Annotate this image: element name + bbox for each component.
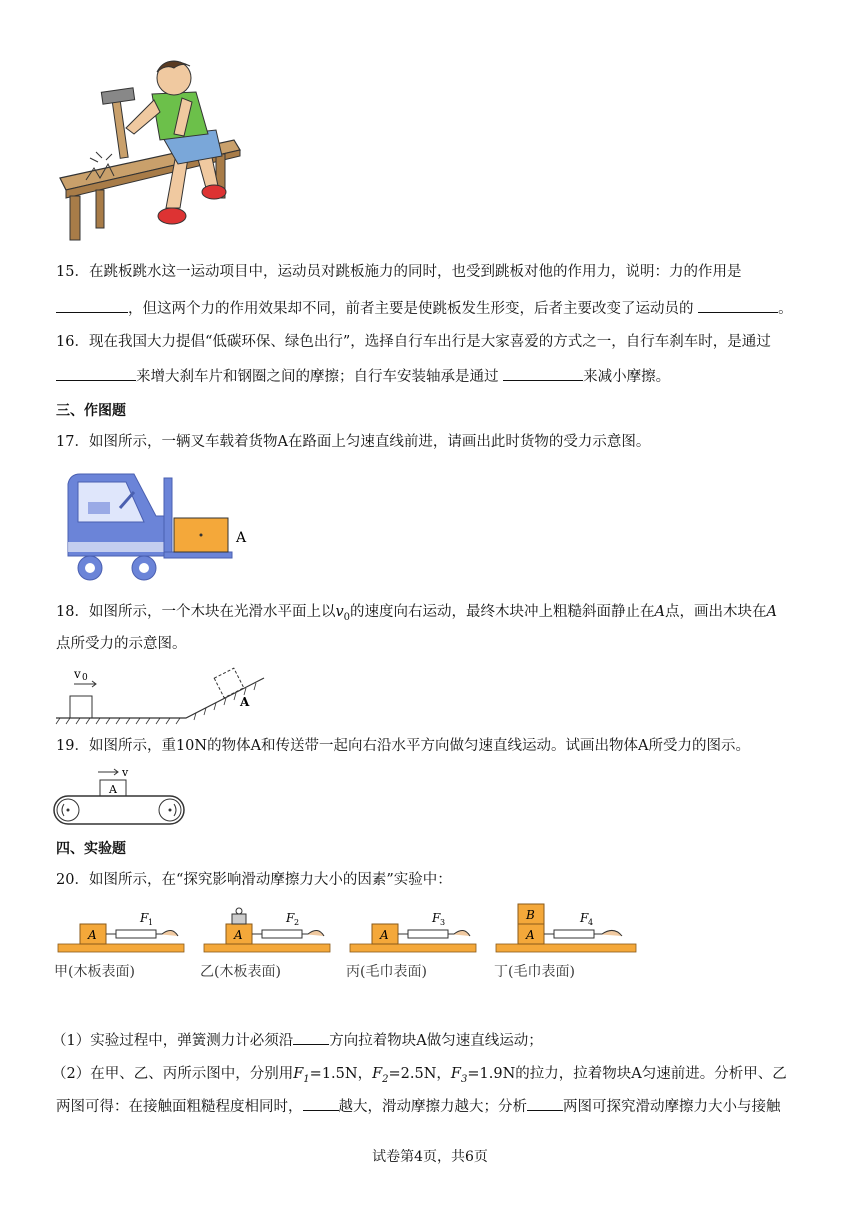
q15-line2: ，但这两个力的作用效果却不同，前者主要是使跳板发生形变，后者主要改变了运动员的 。 (56, 298, 793, 319)
svg-text:丙(毛巾表面): 丙(毛巾表面) (346, 964, 427, 980)
panel-bing (346, 911, 476, 980)
section-heading: 四、实验题 (56, 841, 126, 857)
svg-text:F: F (580, 911, 589, 925)
svg-text:3: 3 (440, 918, 446, 927)
panel-ding (494, 904, 636, 980)
svg-text:A: A (109, 783, 117, 796)
q18-line1: 18．如图所示，一个木块在光滑水平面上以$v_0$的速度向右运动，最终木块冲上粗糙斜面静止在A点，画出木块在A (56, 604, 777, 623)
forklift-figure (64, 470, 264, 585)
svg-text:v: v (122, 766, 129, 779)
answer-blank[interactable] (56, 298, 128, 313)
svg-text:4: 4 (588, 918, 594, 927)
q20-text: 20．如图所示，在“探究影响滑动摩擦力大小的因素”实验中： (56, 872, 452, 888)
svg-text:A: A (380, 928, 389, 942)
svg-text:乙(木板表面): 乙(木板表面) (200, 964, 281, 980)
q15-line1: 15．在跳板跳水这一运动项目中，运动员对跳板施力的同时，也受到跳板对他的作用力，说明：力的作用是 (56, 264, 742, 280)
answer-blank[interactable] (293, 1030, 329, 1045)
q17-text: 17．如图所示，一辆叉车载着货物A在路面上匀速直线前进，请画出此时货物的受力示意图。 (56, 434, 651, 450)
q20-part2: （2）在甲、乙、丙所示图中，分别用$F_1=1.5N$，$F_2=2.5N$，$F_3=1.9N$的拉力，拉着物块A匀速前进。分析甲、乙 (52, 1066, 787, 1085)
panel-yi (200, 908, 330, 980)
conveyor-figure (52, 764, 186, 828)
panel-jia (54, 911, 184, 980)
svg-text:v: v (74, 667, 81, 681)
svg-text:丁(毛巾表面): 丁(毛巾表面) (494, 964, 575, 980)
svg-text:F: F (432, 911, 441, 925)
page-footer: 试卷第4页，共6页 (372, 1149, 488, 1165)
answer-blank[interactable] (503, 366, 583, 381)
fig-label-a: A (236, 530, 247, 546)
q20-part1: （1）实验过程中，弹簧测力计必须沿 方向拉着物块A做匀速直线运动； (52, 1030, 543, 1051)
answer-blank[interactable] (527, 1096, 563, 1111)
svg-text:0: 0 (82, 673, 88, 683)
svg-text:甲(木板表面): 甲(木板表面) (54, 964, 135, 980)
svg-text:A: A (88, 928, 97, 942)
hammer-boy-illustration (56, 58, 246, 243)
answer-blank[interactable] (56, 366, 136, 381)
svg-text:F: F (286, 911, 295, 925)
answer-blank[interactable] (303, 1096, 339, 1111)
svg-text:A: A (240, 695, 250, 709)
q16-line2: 来增大刹车片和钢圈之间的摩擦；自行车安装轴承是通过 来减小摩擦。 (56, 366, 670, 387)
section-heading: 三、作图题 (56, 403, 126, 419)
incline-figure (54, 660, 274, 726)
svg-text:B: B (526, 908, 535, 922)
svg-text:1: 1 (148, 918, 154, 927)
q20-part3: 两图可得：在接触面粗糙程度相同时， 越大，滑动摩擦力越大；分析 两图可探究滑动摩擦力大小与接触 (56, 1096, 781, 1117)
friction-experiment-figure (54, 900, 644, 984)
q19-text: 19．如图所示，重10N的物体A和传送带一起向右沿水平方向做匀速直线运动。试画出物体A所受力的图示。 (56, 738, 751, 754)
q18-line2: 点所受力的示意图。 (56, 636, 187, 652)
svg-text:F: F (140, 911, 149, 925)
q16-line1: 16．现在我国大力提倡“低碳环保、绿色出行”，选择自行车出行是大家喜爱的方式之一，自行车刹车时，是通过 (56, 334, 771, 350)
answer-blank[interactable] (698, 298, 778, 313)
svg-text:A: A (526, 928, 535, 942)
svg-text:2: 2 (294, 918, 300, 927)
svg-text:A: A (234, 928, 243, 942)
